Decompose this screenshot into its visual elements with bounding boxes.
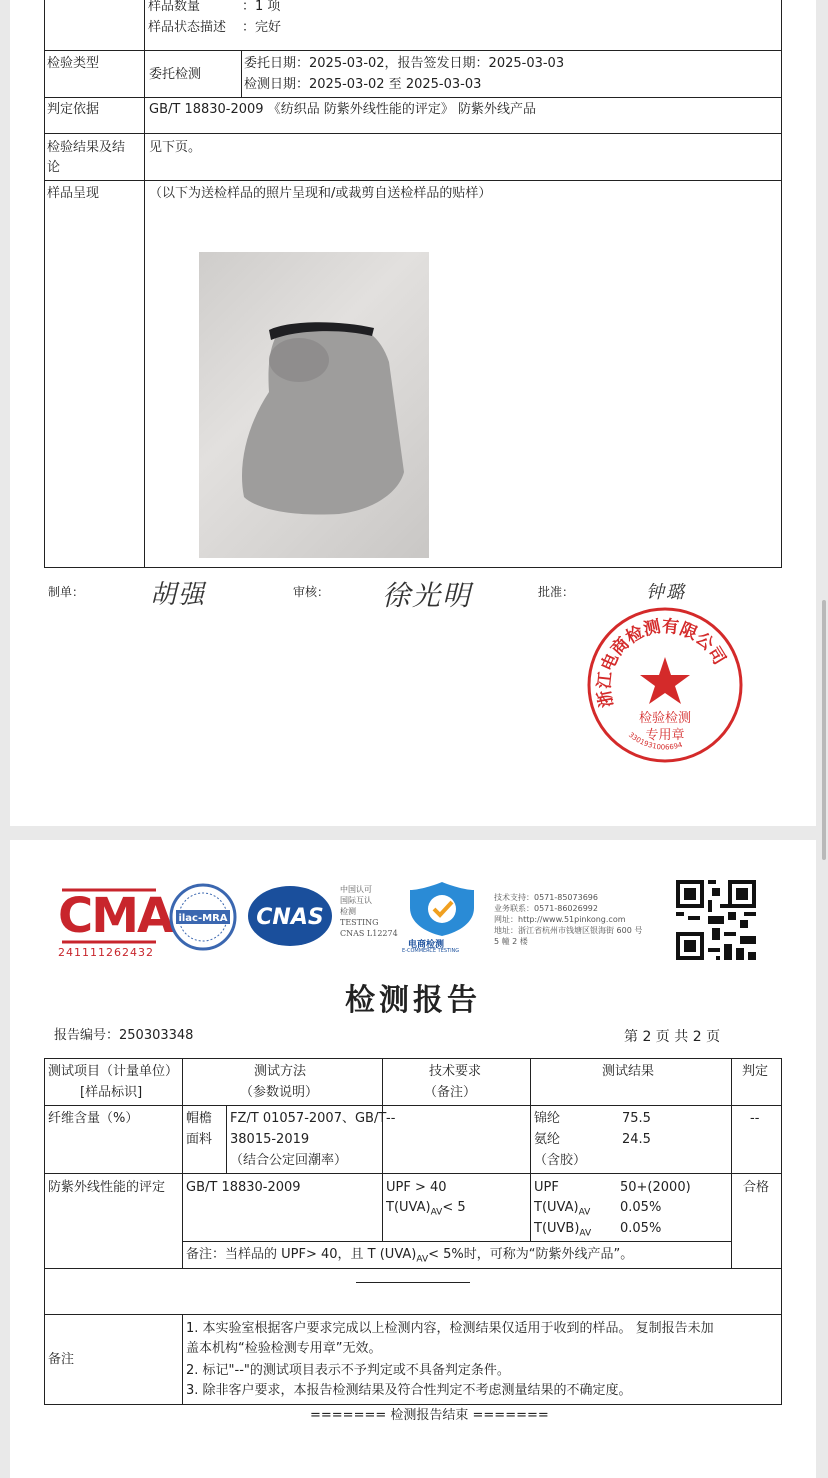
header-item-sub: [样品标识]	[80, 1085, 143, 1100]
row2-verdict: 合格	[743, 1180, 770, 1195]
row2-result-1-value: 50+(2000)	[620, 1180, 691, 1195]
ilac-logo	[168, 882, 238, 952]
inspection-type-value: 委托检测	[149, 67, 202, 82]
row1-result-2-name: 氨纶	[534, 1132, 561, 1147]
cnas-logo-icon	[246, 884, 334, 948]
row2-result-3-name	[534, 1219, 591, 1244]
visor-cap-image	[199, 252, 429, 558]
row1-method-2: 38015-2019	[230, 1132, 310, 1147]
result-label-line-2: 论	[47, 160, 61, 175]
row2-result-1-name: UPF	[534, 1180, 559, 1195]
r3-name: T(UVB)	[534, 1221, 580, 1236]
row1-requirement: --	[386, 1111, 396, 1126]
row1-part-1: 帽檐	[186, 1111, 213, 1126]
note-text-a: 备注：当样品的 UPF> 40，且 T (UVA)	[186, 1247, 417, 1262]
ec-shield-icon	[402, 880, 482, 936]
stamp-ring-text: 浙江电商检测有限公司	[594, 616, 730, 710]
table-row-line	[44, 180, 782, 181]
table-col-divider	[226, 1105, 227, 1173]
row1-method-1: FZ/T 01057-2007、GB/T	[230, 1111, 387, 1126]
stamp-number: 3301931006694	[626, 730, 684, 752]
scrollbar[interactable]	[822, 600, 826, 860]
report-end: ======= 检测报告结束 =======	[310, 1408, 549, 1423]
header-item: 测试项目（计量单位）	[48, 1064, 179, 1079]
table-row-line	[44, 50, 782, 51]
table-col-divider	[530, 1058, 531, 1242]
header-verdict: 判定	[742, 1064, 769, 1079]
review-signature: 徐光明	[382, 579, 473, 612]
req2-text-b: < 5	[442, 1200, 466, 1215]
remark-line: 盖本机构“检验检测专用章”无效。	[186, 1341, 382, 1356]
row2-result-3-value: 0.05%	[620, 1221, 662, 1236]
contact-info	[494, 892, 674, 947]
sample-show-note: （以下为送检样品的照片呈现和/或裁剪自送检样品的贴样）	[149, 186, 492, 201]
table-border-left	[44, 1058, 45, 1405]
result-label-line-1: 检验结果及结	[47, 140, 126, 155]
stamp-center-line-1: 检验检测	[638, 711, 692, 726]
report-page-1	[10, 0, 816, 826]
row1-result-3: （含胶）	[534, 1153, 587, 1168]
report-title: 检测报告	[345, 983, 481, 1018]
cnas-note-line: CNAS L12274	[340, 929, 398, 938]
header-requirement-sub: （备注）	[424, 1085, 477, 1100]
header-result: 测试结果	[602, 1064, 655, 1079]
contact-line: 地址：浙江省杭州市钱塘区银海街 600 号	[494, 926, 643, 935]
table-col-divider	[382, 1058, 383, 1242]
table-row-line	[44, 567, 782, 568]
table-col-divider	[182, 1314, 183, 1405]
header-method: 测试方法	[254, 1064, 307, 1079]
report-page-2	[10, 840, 816, 1478]
row2-requirement-2	[386, 1198, 466, 1223]
qr-code-icon	[676, 880, 756, 960]
stamp-seal-icon	[585, 605, 745, 765]
row2-requirement-1: UPF > 40	[386, 1180, 447, 1195]
review-label: 审核：	[293, 585, 330, 599]
row2-method: GB/T 18830-2009	[186, 1180, 301, 1195]
cnas-logo	[246, 884, 334, 948]
cnas-note-line: 检测	[340, 907, 356, 916]
blank-row-dash	[356, 1282, 470, 1283]
table-row-line	[44, 1105, 782, 1106]
row1-method-3: （结合公定回潮率）	[230, 1153, 348, 1168]
contact-line: 5 幢 2 楼	[494, 937, 528, 946]
cma-logo-icon	[58, 884, 173, 944]
contact-line: 业务联系：0571-86026992	[494, 904, 598, 913]
table-row-line	[44, 1404, 782, 1405]
header-method-sub: （参数说明）	[240, 1085, 319, 1100]
row2-result-2-value: 0.05%	[620, 1200, 662, 1215]
table-row-line	[44, 97, 782, 98]
sample-show-label: 样品呈现	[47, 186, 100, 201]
dates-line-1: 委托日期：2025-03-02，报告签发日期：2025-03-03	[244, 56, 565, 71]
cnas-note-line: 中国认可	[340, 885, 372, 894]
row1-verdict: --	[750, 1111, 760, 1126]
table-border-left	[44, 0, 45, 568]
req2-subscript: AV	[430, 1207, 443, 1218]
cma-number: 241111262432	[58, 946, 154, 959]
ec-sub: E-COMMERCE TESTING	[402, 948, 460, 954]
cma-logo	[58, 884, 173, 960]
approve-label: 批准：	[538, 585, 575, 599]
sample-photo	[199, 252, 429, 558]
remarks-label: 备注	[48, 1352, 75, 1367]
row1-result-1-name: 锦纶	[534, 1111, 561, 1126]
table-row-line	[44, 1173, 782, 1174]
table-col-divider-2	[241, 50, 242, 97]
row2-note	[186, 1245, 633, 1270]
table-row-line	[44, 133, 782, 134]
note-text-b: < 5%时，可称为“防紫外线产品”。	[428, 1247, 634, 1262]
table-col-divider	[182, 1058, 183, 1269]
official-stamp	[585, 605, 745, 765]
sample-qty-value: ：1 项	[242, 0, 281, 14]
approve-signature: 钟璐	[646, 582, 686, 603]
table-border-right	[781, 0, 782, 568]
r2-name: T(UVA)	[534, 1200, 579, 1215]
qr-code	[676, 880, 756, 960]
dates-line-2: 检测日期：2025-03-02 至 2025-03-03	[244, 77, 482, 92]
cnas-text: CNAS	[256, 905, 324, 930]
req2-text-a: T(UVA)	[386, 1200, 431, 1215]
result-value: 见下页。	[149, 140, 202, 155]
basis-label: 判定依据	[47, 102, 100, 117]
row2-item: 防紫外线性能的评定	[48, 1180, 166, 1195]
stamp-center-line-2: 专用章	[645, 728, 685, 743]
table-col-divider	[144, 0, 145, 568]
contact-line: 网址：http://www.51pinkong.com	[494, 915, 626, 924]
note-subscript: AV	[416, 1254, 429, 1265]
sample-state-value: ：完好	[242, 20, 282, 35]
contact-line: 技术支持：0571-85073696	[494, 893, 598, 902]
report-number: 报告编号：250303348	[54, 1028, 194, 1043]
maker-signature: 胡强	[150, 580, 207, 610]
ilac-mra-icon	[168, 882, 238, 952]
ilac-text: ilac-MRA	[178, 913, 228, 924]
remark-line: 3. 除非客户要求，本报告检测结果及符合性判定不考虑测量结果的不确定度。	[186, 1383, 632, 1398]
basis-value: GB/T 18830-2009 《纺织品 防紫外线性能的评定》 防紫外线产品	[149, 102, 536, 117]
row1-result-1-value: 75.5	[622, 1111, 651, 1126]
table-row-line	[44, 1314, 782, 1315]
maker-label: 制单：	[48, 585, 85, 599]
row1-part-2: 面料	[186, 1132, 213, 1147]
page-info: 第 2 页 共 2 页	[624, 1029, 721, 1045]
inspection-type-label: 检验类型	[47, 56, 100, 71]
ec-testing-logo	[402, 880, 482, 954]
table-row-line	[182, 1241, 732, 1242]
r3-subscript: AV	[579, 1228, 592, 1239]
header-requirement: 技术要求	[429, 1064, 482, 1079]
table-col-divider	[731, 1058, 732, 1269]
remark-line: 1. 本实验室根据客户要求完成以上检测内容，检测结果仅适用于收到的样品。 复制报告未加	[186, 1321, 714, 1336]
row1-item: 纤维含量（%）	[48, 1111, 139, 1126]
cnas-note-line: TESTING	[340, 918, 379, 927]
ec-label: 电商检测	[408, 940, 445, 950]
table-border-right	[781, 1058, 782, 1405]
cnas-note-line: 国际互认	[340, 896, 372, 905]
table-row-line	[44, 1058, 782, 1059]
sample-state-label: 样品状态描述	[148, 20, 227, 35]
row1-result-2-value: 24.5	[622, 1132, 651, 1147]
cnas-note	[340, 884, 400, 939]
sample-qty-label: 样品数量	[148, 0, 201, 14]
remark-line: 2. 标记"--"的测试项目表示不予判定或不具备判定条件。	[186, 1363, 510, 1378]
svg-text:CMA: CMA	[58, 888, 173, 944]
r2-subscript: AV	[578, 1207, 591, 1218]
